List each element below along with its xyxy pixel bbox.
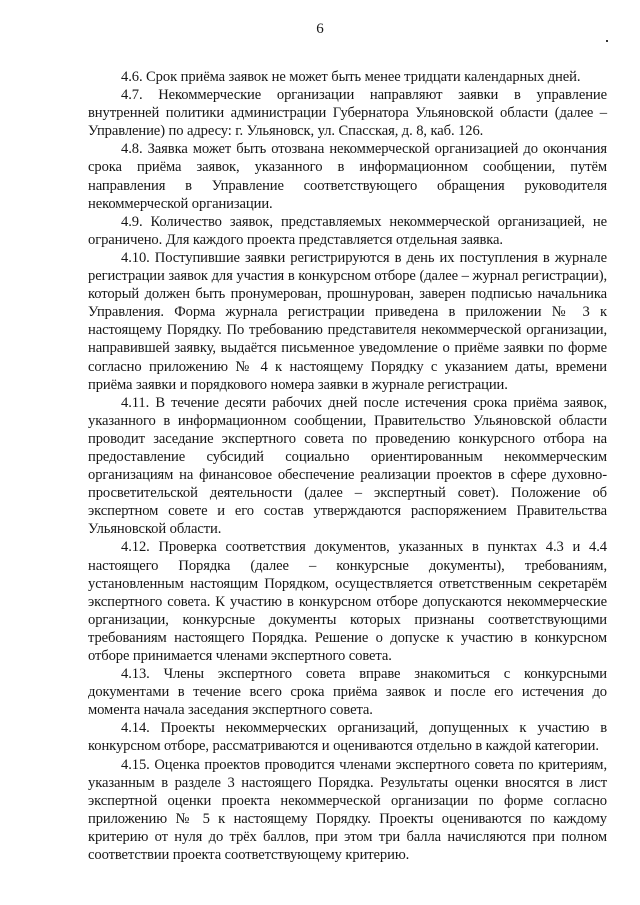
- page-number: 6: [316, 21, 324, 37]
- paragraph-4-6: 4.6. Срок приёма заявок не может быть менее тридцати календарных дней.: [121, 69, 581, 85]
- paragraph-4-15: 4.15. Оценка проектов проводится членами экспертного совета по критериям, указанным в разделе 3 настоящего Порядка. Результаты оценки вносятся в лист экспертной оценки проекта некоммерческой организации по форме согласно приложению № 5 к настоящему Порядку. Проекты оцениваются по каждому критерию от нуля до трёх баллов, при этом три балла начисляются при полном соответствии проекта соответствующему критерию.: [88, 756, 607, 864]
- paragraph-4-12: 4.12. Проверка соответствия документов, указанных в пунктах 4.3 и 4.4 настоящего Порядка (далее – конкурсные документы), требованиям, установленным настоящим Порядком, осуществляется ответственным секретарём экспертного совета. К участию в конкурсном отборе допускаются некоммерческие организации, конкурсные документы которых признаны соответствующими требованиям настоящего Порядка. Решение о допуске к участию в конкурсном отборе принимается членами экспертного совета.: [88, 539, 607, 664]
- paragraph-4-13: 4.13. Члены экспертного совета вправе знакомиться с конкурсными документами в течение всего срока приёма заявок и после его истечения до момента начала заседания экспертного совета.: [88, 666, 607, 719]
- document-body: [88, 68, 607, 864]
- paragraph-4-7: 4.7. Некоммерческие организации направляют заявки в управление внутренней политики администрации Губернатора Ульяновской области (далее – Управление) по адресу: г. Ульяновск, ул. Спасская, д. 8, каб. 126.: [88, 87, 607, 140]
- paragraph-4-8: 4.8. Заявка может быть отозвана некоммерческой организацией до окончания срока приёма заявок, указанного в информационном сообщении, путём направления в Управление соответствующего обращения руководителя некоммерческой организации.: [88, 141, 607, 212]
- paragraph-4-10: 4.10. Поступившие заявки регистрируются в день их поступления в журнале регистрации заявок для участия в конкурсном отборе (далее – журнал регистрации), который должен быть пронумерован, прошнурован, заверен подписью начальника Управления. Форма журнала регистрации приведена в приложении № 3 к настоящему Порядку. По требованию представителя некоммерческой организации, направившей заявку, выдаётся письменное уведомление о приёме заявки по форме согласно приложению № 4 к настоящему Порядку с указанием даты, времени приёма заявки и порядкового номера заявки в журнале регистрации.: [88, 249, 607, 393]
- paragraph-4-11: 4.11. В течение десяти рабочих дней после истечения срока приёма заявок, указанного в информационном сообщении, Правительство Ульяновской области проводит заседание экспертного совета по проведению конкурсного отбора на предоставление субсидий социально ориентированным некоммерческим организациям на финансовое обеспечение реализации проектов в сфере духовно-просветительской деятельности (далее – экспертный совет). Положение об экспертном совете и его состав утверждаются распоряжением Правительства Ульяновской области.: [88, 394, 607, 538]
- scan-speck: [606, 40, 608, 42]
- paragraph-4-14: 4.14. Проекты некоммерческих организаций, допущенных к участию в конкурсном отборе, рассматриваются и оцениваются отдельно в каждой категории.: [88, 720, 607, 755]
- paragraph-4-9: 4.9. Количество заявок, представляемых некоммерческой организацией, не ограничено. Для каждого проекта представляется отдельная заявка.: [88, 213, 607, 248]
